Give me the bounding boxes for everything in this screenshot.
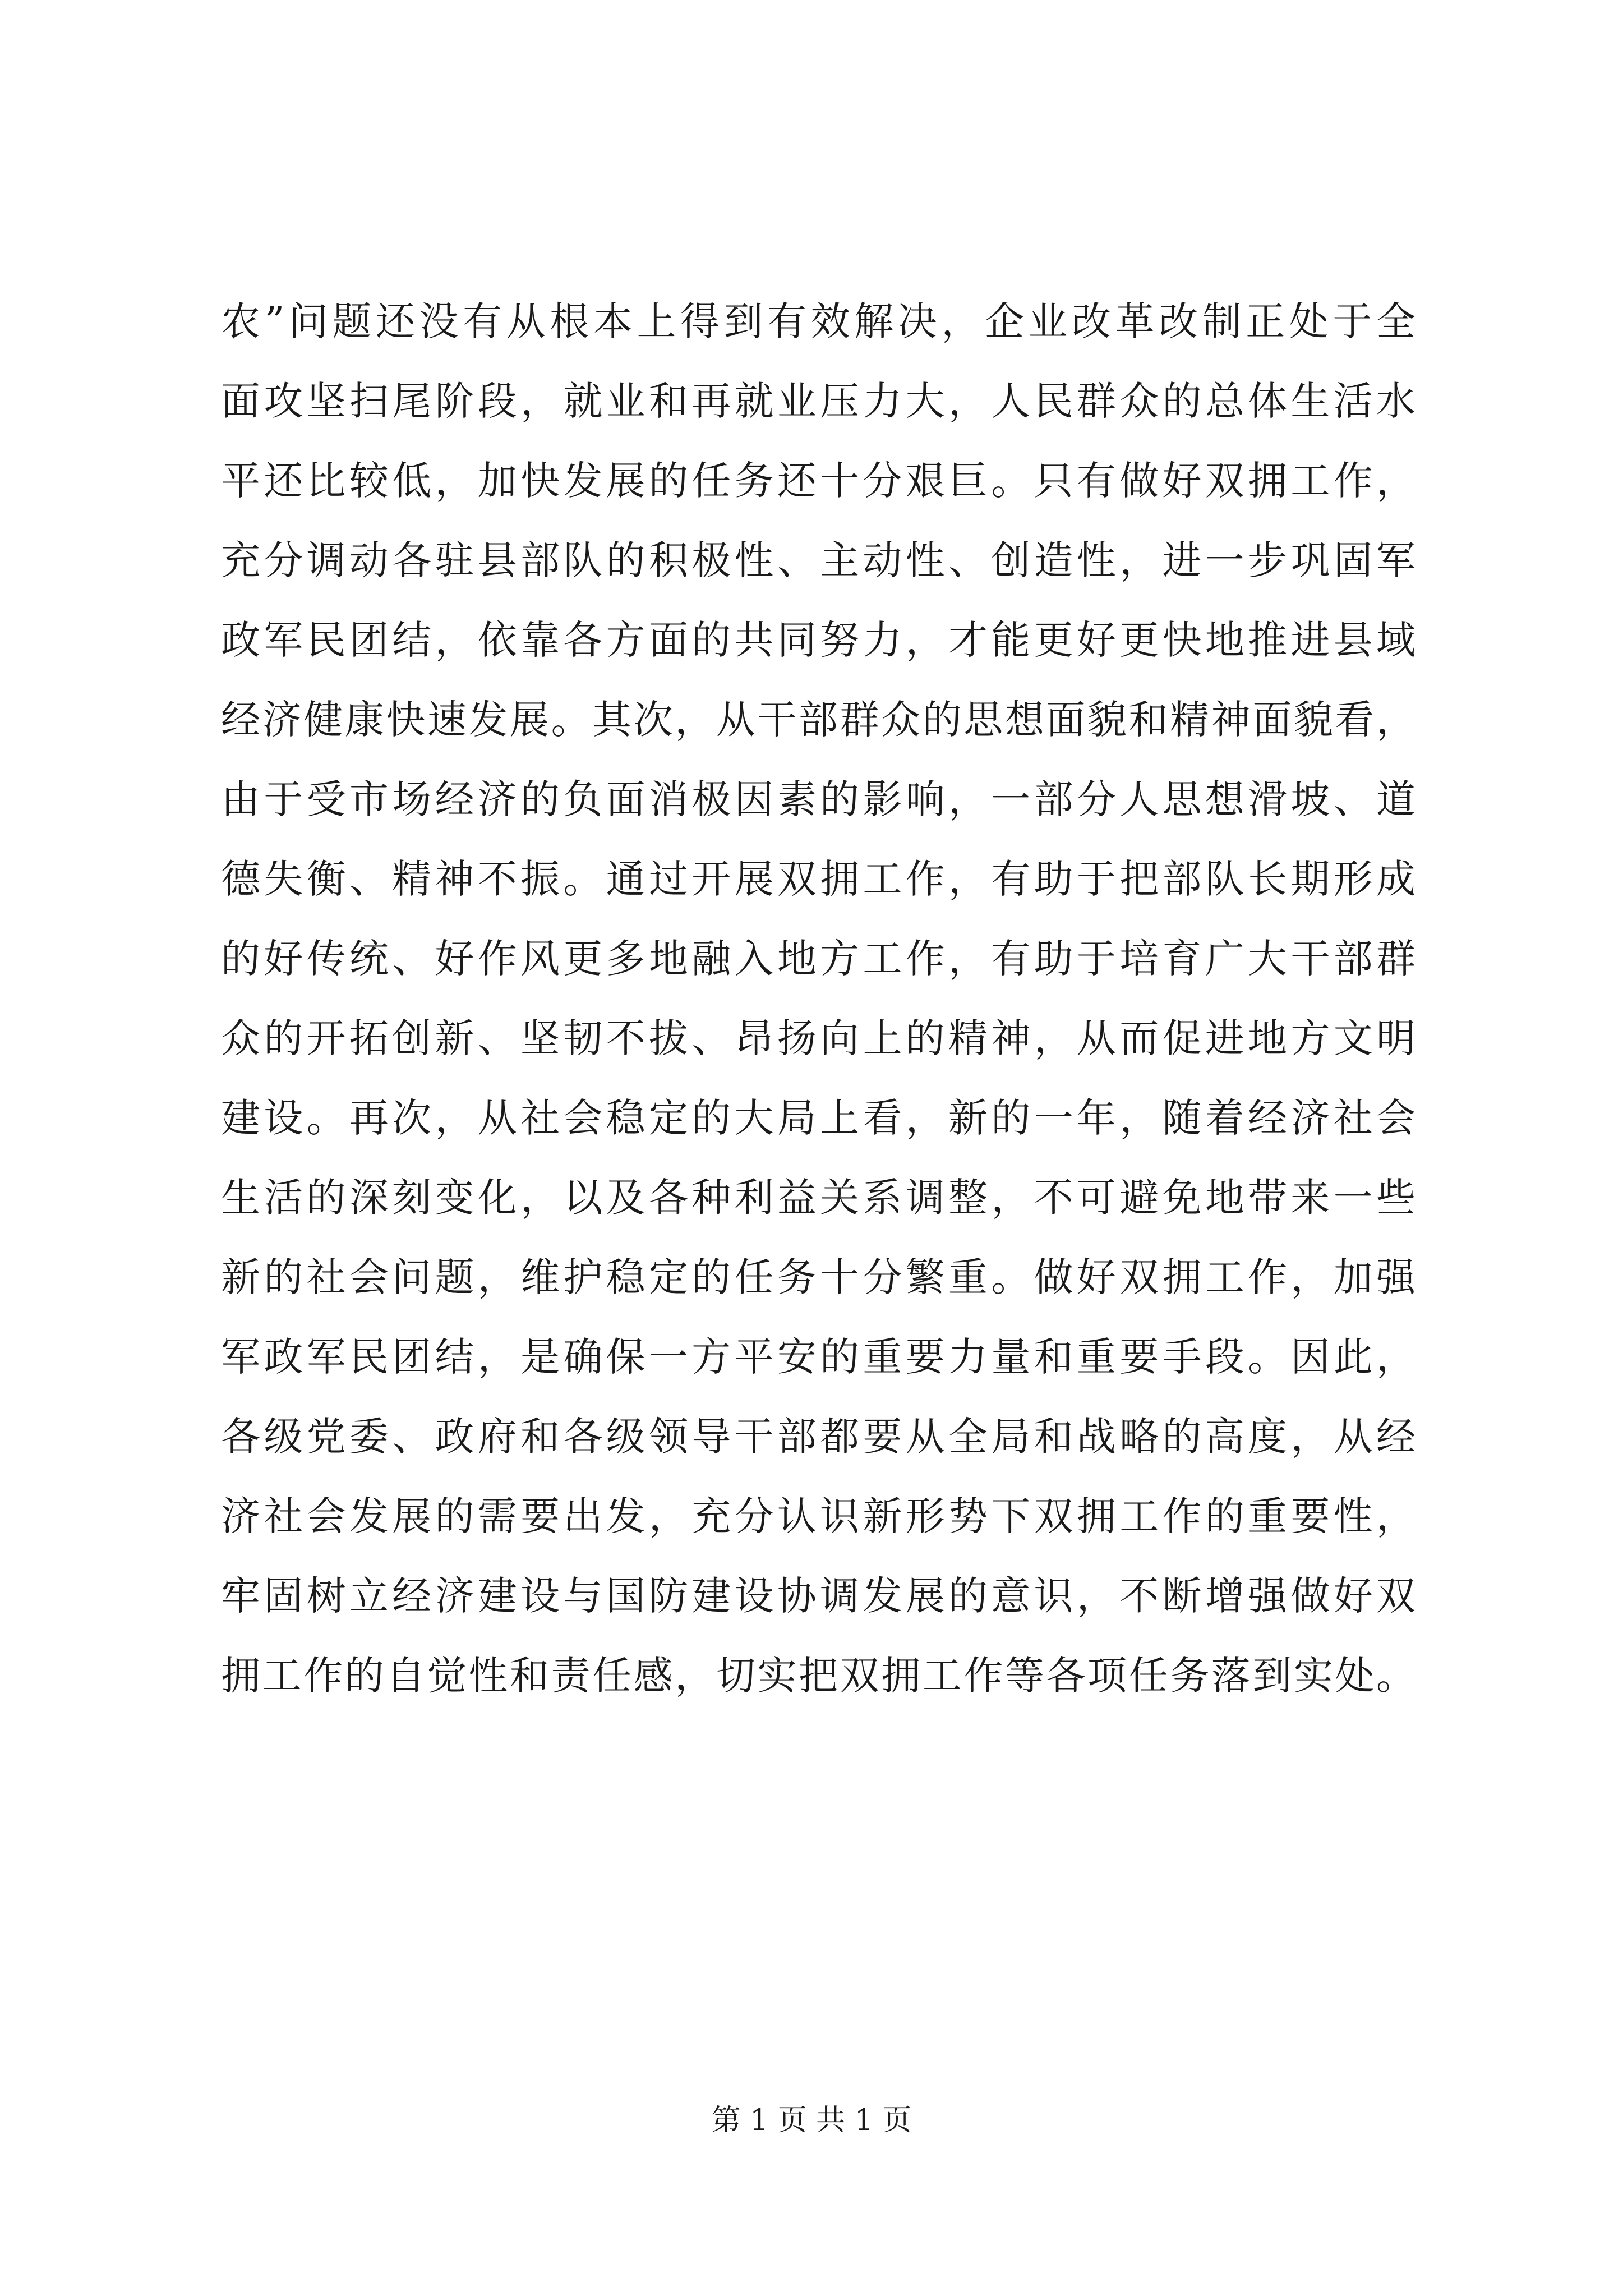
text-line: 生活的深刻变化，以及各种利益关系调整，不可避免地带来一些 bbox=[221, 1175, 1415, 1221]
text-line: 建设。再次，从社会稳定的大局上看，新的一年，随着经济社会 bbox=[221, 1095, 1415, 1141]
text-line: 的好传统、好作风更多地融入地方工作，有助于培育广大干部群 bbox=[221, 936, 1415, 982]
text-line: 平还比较低，加快发展的任务还十分艰巨。只有做好双拥工作， bbox=[221, 458, 1415, 504]
text-line: 农”问题还没有从根本上得到有效解决，企业改革改制正处于全 bbox=[221, 298, 1415, 344]
text-line: 军政军民团结，是确保一方平安的重要力量和重要手段。因此， bbox=[221, 1334, 1415, 1380]
text-line: 德失衡、精神不振。通过开展双拥工作，有助于把部队长期形成 bbox=[221, 856, 1415, 902]
text-line: 由于受市场经济的负面消极因素的影响，一部分人思想滑坡、道 bbox=[221, 776, 1415, 822]
text-line: 充分调动各驻县部队的积极性、主动性、创造性，进一步巩固军 bbox=[221, 537, 1415, 583]
text-line: 济社会发展的需要出发，充分认识新形势下双拥工作的重要性， bbox=[221, 1493, 1415, 1539]
text-line: 经济健康快速发展。其次，从干部群众的思想面貌和精神面貌看， bbox=[221, 697, 1415, 743]
text-line: 新的社会问题，维护稳定的任务十分繁重。做好双拥工作，加强 bbox=[221, 1254, 1415, 1300]
page-number-footer: 第 1 页 共 1 页 bbox=[711, 2104, 912, 2137]
text-line: 面攻坚扫尾阶段，就业和再就业压力大，人民群众的总体生活水 bbox=[221, 378, 1415, 424]
text-line: 政军民团结，依靠各方面的共同努力，才能更好更快地推进县域 bbox=[221, 617, 1415, 663]
text-line: 牢固树立经济建设与国防建设协调发展的意识，不断增强做好双 bbox=[221, 1573, 1415, 1619]
text-line: 众的开拓创新、坚韧不拔、昂扬向上的精神，从而促进地方文明 bbox=[221, 1015, 1415, 1061]
text-line: 各级党委、政府和各级领导干部都要从全局和战略的高度，从经 bbox=[221, 1414, 1415, 1460]
text-line: 拥工作的自觉性和责任感，切实把双拥工作等各项任务落到实处。 bbox=[221, 1653, 1415, 1699]
body-paragraph bbox=[221, 282, 1415, 1715]
